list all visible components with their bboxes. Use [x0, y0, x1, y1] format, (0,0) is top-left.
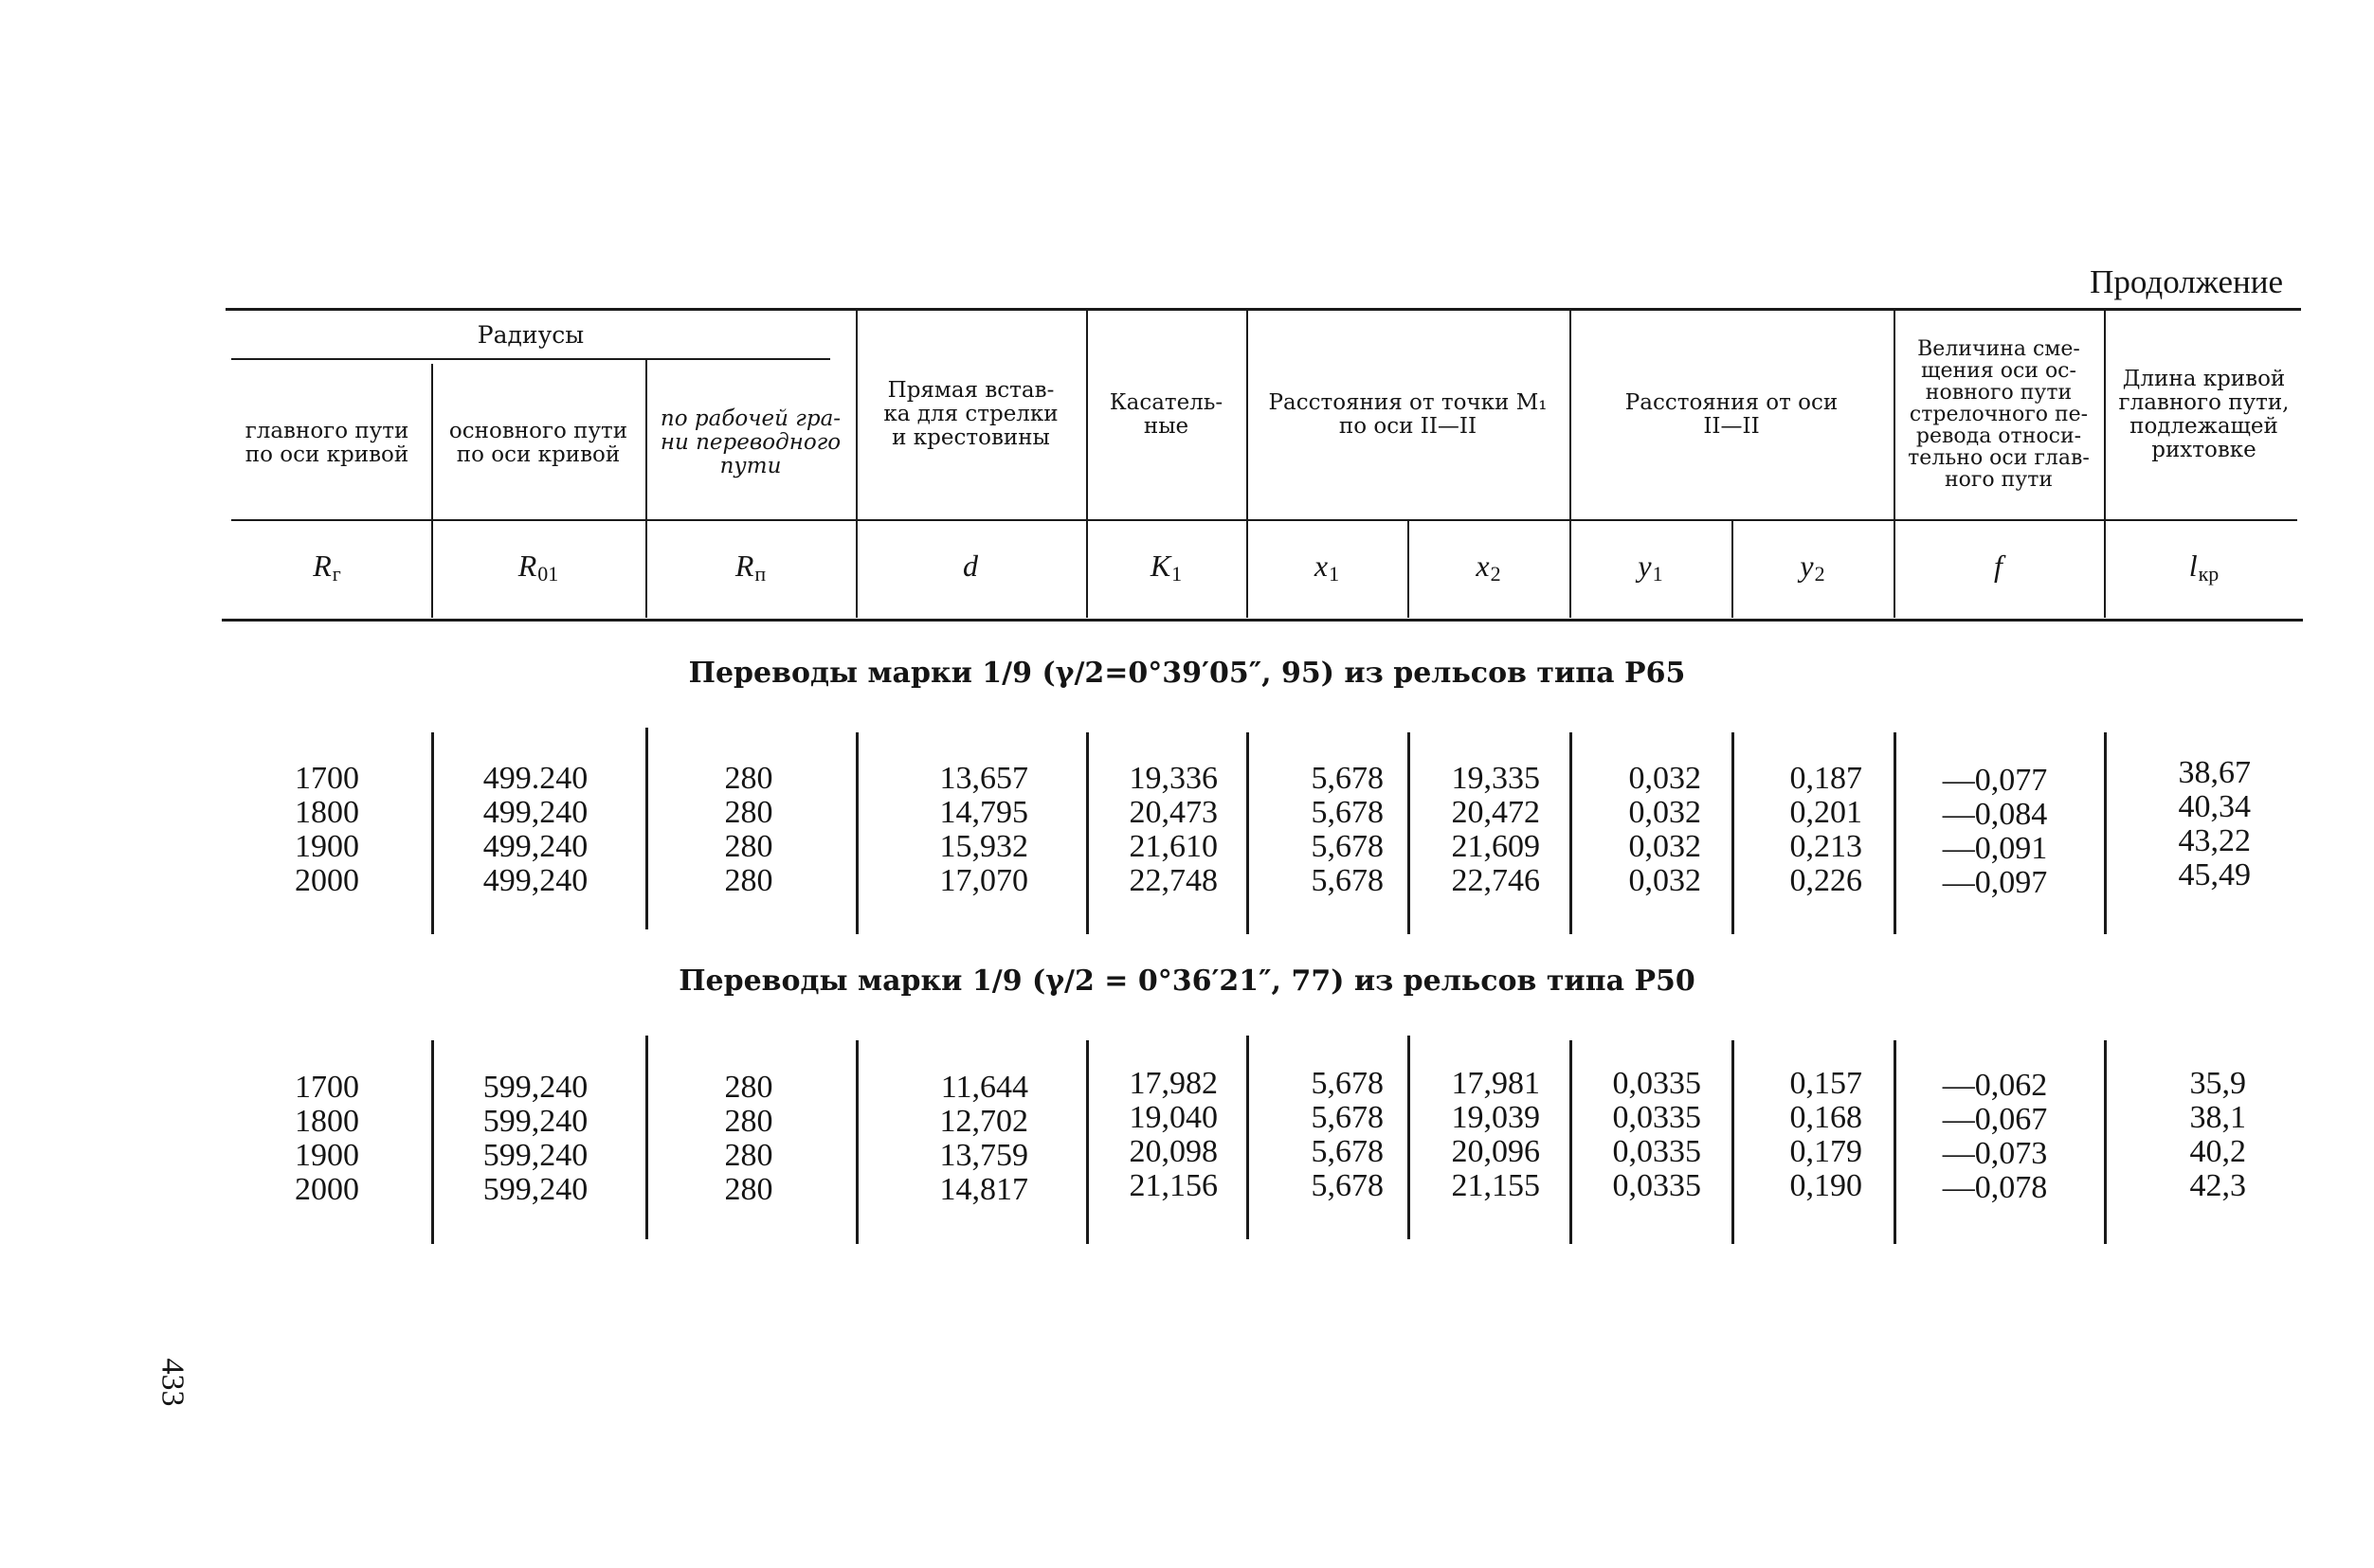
- s2-col-x2: [1412, 1067, 1540, 1203]
- table-cell: 599,240: [482, 1070, 589, 1105]
- header-separator: [431, 364, 433, 618]
- symbol-y2: y $_2$: [1800, 549, 1825, 586]
- body-separator: [1246, 1036, 1249, 1239]
- s2-col-f: [1910, 1069, 2080, 1205]
- body-separator: [645, 728, 648, 929]
- table-cell: 0,032: [1628, 761, 1701, 796]
- table-cell: 20,473: [1129, 795, 1218, 830]
- table-cell: 280: [724, 795, 773, 830]
- body-separator: [1246, 732, 1249, 934]
- body-separator: [2104, 732, 2107, 934]
- header-separator: [856, 308, 858, 618]
- table-cell: 1700: [295, 761, 359, 796]
- table-cell: 280: [724, 761, 773, 796]
- s1-col-rp: [706, 762, 791, 898]
- table-cell: 0,032: [1628, 829, 1701, 864]
- s2-col-y2: [1734, 1067, 1862, 1203]
- symbol-f: f: [1994, 549, 2002, 583]
- s2-col-lkr: [2132, 1067, 2246, 1203]
- table-cell: 14,795: [939, 795, 1028, 830]
- table-cell: —0,091: [1942, 831, 2048, 866]
- symbol-d: d: [963, 549, 978, 583]
- table-cell: 11,644: [940, 1070, 1028, 1105]
- table-cell: 13,657: [939, 761, 1028, 796]
- table-cell: 280: [724, 829, 773, 864]
- table-cell: 0,032: [1628, 863, 1701, 898]
- table-cell: —0,077: [1942, 763, 2048, 798]
- body-separator: [1569, 1040, 1572, 1244]
- table-top-rule: [226, 308, 2301, 311]
- table-cell: 1700: [295, 1070, 359, 1105]
- table-cell: 5,678: [1311, 1066, 1384, 1101]
- table-cell: —0,097: [1942, 865, 2048, 900]
- table-cell: 0,213: [1789, 829, 1862, 864]
- s2-col-x1: [1260, 1067, 1384, 1203]
- table-cell: 45,49: [2178, 857, 2251, 892]
- s2-col-r01: [464, 1071, 607, 1207]
- table-cell: 0,032: [1628, 795, 1701, 830]
- radii-group-rule: [231, 358, 830, 360]
- table-cell: 38,1: [2189, 1100, 2246, 1135]
- table-cell: —0,084: [1942, 797, 2048, 832]
- symbol-k1: K $_1$: [1150, 549, 1183, 586]
- table-cell: 12,702: [939, 1104, 1028, 1139]
- table-cell: 499,240: [482, 829, 589, 864]
- body-separator: [1086, 732, 1089, 934]
- table-cell: 19,335: [1451, 761, 1540, 796]
- header-straight-insert: Прямая встав- ка для стрелки и крестовины: [883, 378, 1059, 450]
- header-curve-length: Длина кривой главного пути, подлежащей рихтовке: [2118, 366, 2290, 462]
- s2-col-y1: [1573, 1067, 1701, 1203]
- s1-col-k1: [1090, 762, 1218, 898]
- table-cell: 0,201: [1789, 795, 1862, 830]
- table-cell: 5,678: [1311, 1168, 1384, 1203]
- header-distances-from-m1: Расстояния от точки M₁ по оси II—II: [1268, 389, 1548, 439]
- continuation-label: Продолжение: [2090, 263, 2283, 300]
- table-cell: 19,336: [1129, 761, 1218, 796]
- s1-col-lkr: [2132, 756, 2251, 892]
- body-separator: [856, 732, 859, 934]
- table-cell: 0,168: [1789, 1100, 1862, 1135]
- table-cell: 21,155: [1451, 1168, 1540, 1203]
- table-cell: 5,678: [1311, 1134, 1384, 1169]
- body-separator: [1569, 732, 1572, 934]
- table-cell: 0,157: [1789, 1066, 1862, 1101]
- header-separator: [1894, 308, 1895, 618]
- table-cell: —0,067: [1942, 1102, 2048, 1137]
- table-cell: 20,096: [1451, 1134, 1540, 1169]
- table-cell: 0,0335: [1612, 1066, 1701, 1101]
- table-cell: 17,982: [1129, 1066, 1218, 1101]
- table-cell: 1800: [295, 1104, 359, 1139]
- table-cell: 1900: [295, 1138, 359, 1173]
- s1-col-y1: [1573, 762, 1701, 898]
- header-separator: [1246, 308, 1248, 618]
- table-cell: 19,040: [1129, 1100, 1218, 1135]
- table-cell: 0,0335: [1612, 1134, 1701, 1169]
- table-cell: 599,240: [482, 1138, 589, 1173]
- body-separator: [645, 1036, 648, 1239]
- s2-col-rp: [706, 1071, 791, 1207]
- table-cell: 21,610: [1129, 829, 1218, 864]
- symbol-y1: y $_1$: [1638, 549, 1663, 586]
- table-cell: 5,678: [1311, 829, 1384, 864]
- body-separator: [1086, 1040, 1089, 1244]
- body-separator: [1407, 732, 1410, 934]
- table-cell: 43,22: [2178, 823, 2251, 858]
- body-separator: [1894, 1040, 1896, 1244]
- table-cell: 0,0335: [1612, 1100, 1701, 1135]
- s2-col-rg: [284, 1071, 370, 1207]
- table-cell: 14,817: [939, 1172, 1028, 1207]
- table-cell: 22,748: [1129, 863, 1218, 898]
- table-cell: 2000: [295, 1172, 359, 1207]
- s1-col-y2: [1734, 762, 1862, 898]
- table-cell: 0,226: [1789, 863, 1862, 898]
- header-separator: [1407, 521, 1409, 618]
- table-cell: 5,678: [1311, 1100, 1384, 1135]
- table-cell: 0,0335: [1612, 1168, 1701, 1203]
- header-main-track-radius: главного пути по оси кривой: [245, 418, 409, 467]
- table-cell: 20,098: [1129, 1134, 1218, 1169]
- table-cell: 40,2: [2189, 1134, 2246, 1169]
- table-cell: 499.240: [482, 761, 589, 796]
- body-separator: [431, 732, 434, 934]
- table-cell: 280: [724, 1104, 773, 1139]
- body-separator: [1894, 732, 1896, 934]
- body-separator: [2104, 1040, 2107, 1244]
- s1-col-d: [886, 762, 1028, 898]
- section-title-p65: Переводы марки 1/9 (γ/2=0°39′05″, 95) из рельсов типа Р65: [688, 657, 1686, 690]
- table-cell: 599,240: [482, 1104, 589, 1139]
- header-tangents: Касатель- ные: [1109, 389, 1223, 439]
- header-bottom-rule: [222, 619, 2303, 622]
- header-separator: [1731, 521, 1733, 618]
- s1-col-x2: [1412, 762, 1540, 898]
- table-cell: 5,678: [1311, 863, 1384, 898]
- radii-group-header: Радиусы: [477, 320, 585, 349]
- table-cell: 280: [724, 1172, 773, 1207]
- table-cell: 21,156: [1129, 1168, 1218, 1203]
- table-cell: 40,34: [2178, 789, 2251, 824]
- header-separator: [645, 358, 647, 618]
- body-separator: [856, 1040, 859, 1244]
- table-cell: 13,759: [939, 1138, 1028, 1173]
- s1-col-r01: [464, 762, 607, 898]
- header-separator: [1569, 308, 1571, 618]
- table-cell: 280: [724, 1138, 773, 1173]
- table-cell: 599,240: [482, 1172, 589, 1207]
- symbol-r-base: R $_{01}$: [517, 549, 559, 586]
- s2-col-d: [886, 1071, 1028, 1207]
- header-working-edge-radius: по рабочей гра- ни переводного пути: [660, 406, 842, 478]
- symbol-r-working: R $_п$: [734, 549, 767, 586]
- table-cell: 0,187: [1789, 761, 1862, 796]
- table-cell: 21,609: [1451, 829, 1540, 864]
- table-cell: —0,078: [1942, 1170, 2048, 1205]
- table-cell: 22,746: [1451, 863, 1540, 898]
- page-number: 433: [154, 1358, 190, 1407]
- body-separator: [1407, 1036, 1410, 1239]
- s2-col-k1: [1090, 1067, 1218, 1203]
- table-cell: 0,179: [1789, 1134, 1862, 1169]
- body-separator: [431, 1040, 434, 1244]
- table-cell: 5,678: [1311, 761, 1384, 796]
- header-separator: [2104, 308, 2106, 618]
- s1-col-f: [1910, 764, 2080, 900]
- symbol-r-main: R $_г$: [313, 549, 341, 586]
- table-cell: 35,9: [2189, 1066, 2246, 1101]
- table-cell: 280: [724, 863, 773, 898]
- table-cell: —0,062: [1942, 1068, 2048, 1103]
- table-cell: 19,039: [1451, 1100, 1540, 1135]
- table-cell: 15,932: [939, 829, 1028, 864]
- table-cell: 38,67: [2178, 755, 2251, 790]
- symbol-x1: x $_1$: [1314, 549, 1340, 586]
- header-distances-from-axis: Расстояния от оси II—II: [1624, 389, 1839, 439]
- table-cell: 0,190: [1789, 1168, 1862, 1203]
- table-cell: 1900: [295, 829, 359, 864]
- header-base-track-radius: основного пути по оси кривой: [448, 418, 628, 467]
- header-separator: [1086, 308, 1088, 618]
- table-cell: 2000: [295, 863, 359, 898]
- s1-col-x1: [1260, 762, 1384, 898]
- s1-col-rg: [284, 762, 370, 898]
- table-cell: 1800: [295, 795, 359, 830]
- symbol-l-kr: l $_{кр}$: [2188, 549, 2220, 586]
- table-cell: 20,472: [1451, 795, 1540, 830]
- table-cell: 499,240: [482, 863, 589, 898]
- table-cell: 17,981: [1451, 1066, 1540, 1101]
- table-cell: 42,3: [2189, 1168, 2246, 1203]
- header-offset-value: Величина сме- щения оси ос- новного пути стрелочного пе- ревода относи- тельно оси глав- ного пути: [1908, 336, 2090, 492]
- table-cell: —0,073: [1942, 1136, 2048, 1171]
- table-cell: 5,678: [1311, 795, 1384, 830]
- table-cell: 17,070: [939, 863, 1028, 898]
- section-title-p50: Переводы марки 1/9 (γ/2 = 0°36′21″, 77) из рельсов типа Р50: [679, 964, 1695, 998]
- table-cell: 280: [724, 1070, 773, 1105]
- table-cell: 499,240: [482, 795, 589, 830]
- symbol-x2: x $_2$: [1476, 549, 1501, 586]
